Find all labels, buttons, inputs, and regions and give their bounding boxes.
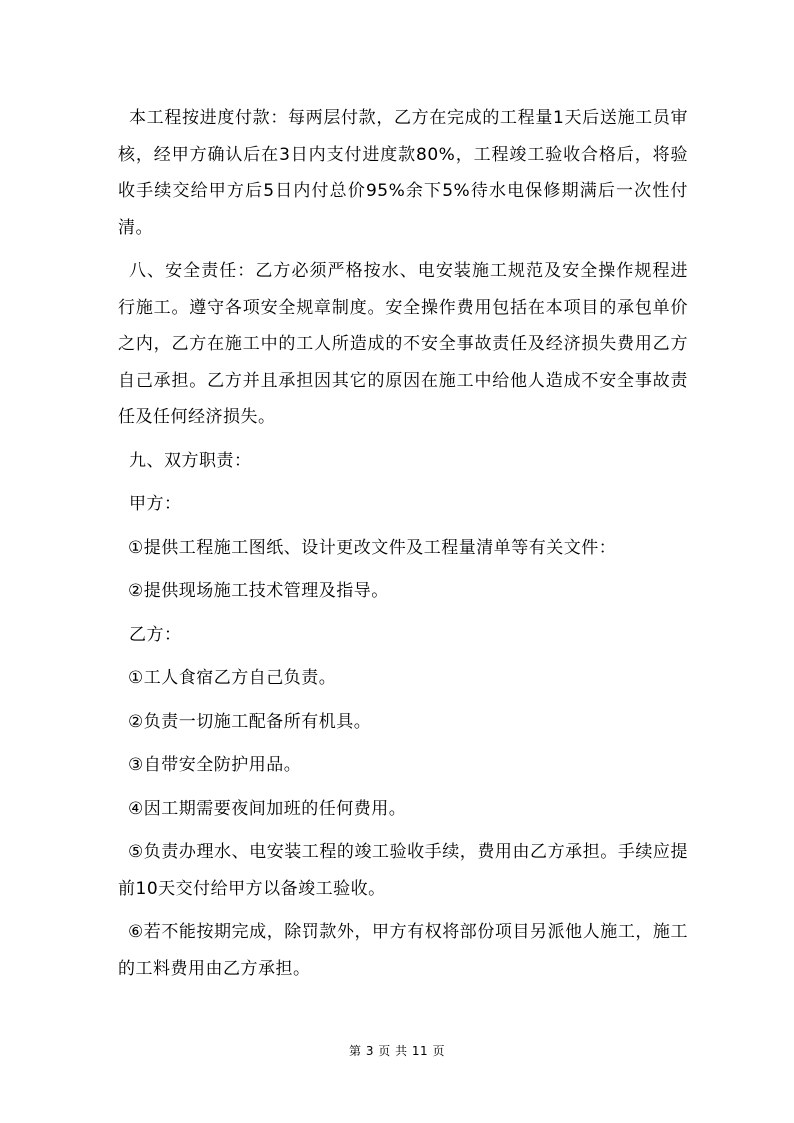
document-body [118, 100, 688, 994]
paragraph-payment-terms: 本工程按进度付款：每两层付款，乙方在完成的工程量1天后送施工员审核，经甲方确认后在3日内支付进度款80%，工程竣工验收合格后，将验收手续交给甲方后5日内付总价95%余下5%待水电保修期满后一次性付清。 [118, 108, 688, 238]
party-b-item-1: ①工人食宿乙方自己负责。 [128, 668, 337, 688]
paragraph-safety-responsibility: 八、安全责任：乙方必须严格按水、电安装施工规范及安全操作规程进行施工。遵守各项安全规章制度。安全操作费用包括在本项目的承包单价之内，乙方在施工中的工人所造成的不安全事故责任及经济损失费用乙方自己承担。乙方并且承担因其它的原因在施工中给他人造成不安全事故责任及任何经济损失。 [118, 261, 688, 427]
party-a-item-2: ②提供现场施工技术管理及指导。 [128, 581, 389, 601]
heading-party-b: 乙方： [129, 624, 182, 645]
party-b-item-4: ④因工期需要夜间加班的任何费用。 [128, 798, 407, 819]
party-b-item-3: ③自带安全防护用品。 [128, 755, 302, 775]
page-number-footer: 第 3 页 共 11 页 [349, 1044, 445, 1058]
party-b-item-6: ⑥若不能按期完成，除罚款外，甲方有权将部份项目另派他人施工，施工的工料费用由乙方承担。 [118, 922, 688, 979]
party-a-item-1: ①提供工程施工图纸、设计更改文件及工程量清单等有关文件： [128, 537, 617, 558]
party-b-item-2: ②负责一切施工配备所有机具。 [128, 711, 372, 732]
heading-mutual-duties: 九、双方职责： [129, 450, 252, 471]
party-b-item-5: ⑤负责办理水、电安装工程的竣工验收手续，费用由乙方承担。手续应提前10天交付给甲方以备竣工验收。 [118, 842, 688, 899]
heading-party-a: 甲方： [129, 494, 182, 514]
